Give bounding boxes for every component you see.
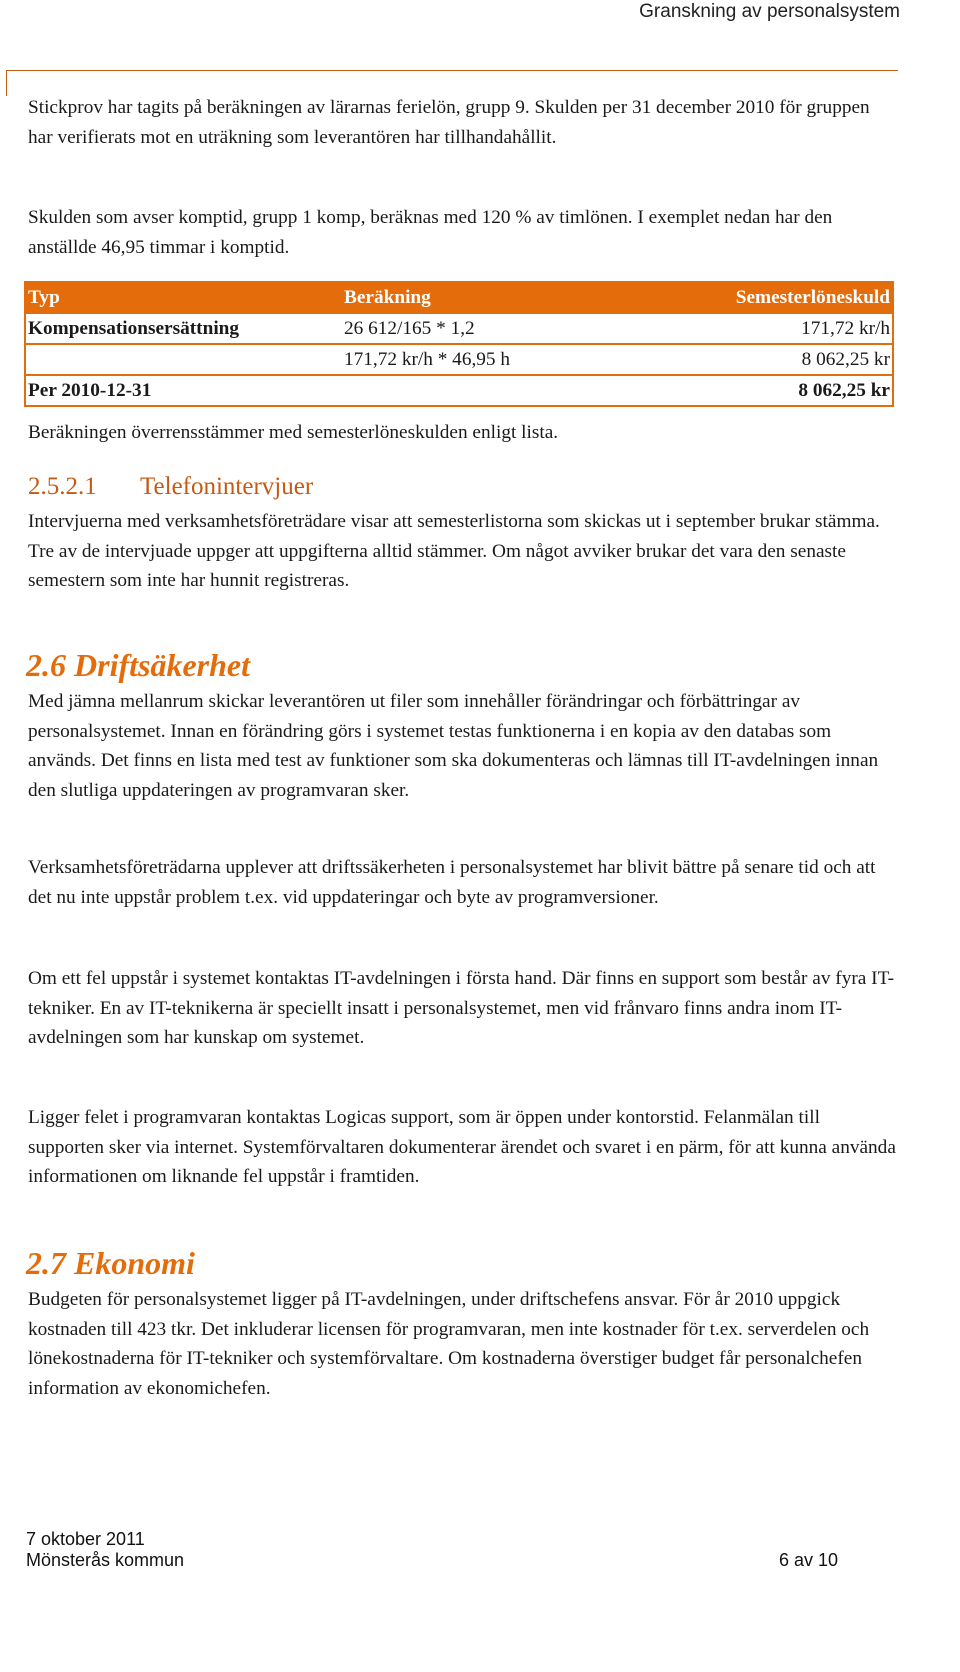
paragraph-comptid: Skulden som avser komptid, grupp 1 komp, beräknas med 120 % av timlönen. I exemplet nedan har den anställde 46,95 timmar i komptid.: [28, 207, 833, 258]
table-header-row: [25, 282, 893, 313]
table-row: [25, 313, 893, 344]
table-cell: 171,72 kr/h * 46,95 h: [342, 344, 646, 375]
header-rule: [6, 70, 898, 71]
subsection-title: Telefonintervjuer: [140, 473, 314, 500]
table-cell: 26 612/165 * 1,2: [342, 313, 646, 344]
table-cell: 8 062,25 kr: [646, 375, 893, 406]
footer-page-number: 6 av 10: [778, 1550, 838, 1570]
subsection-number: 2.5.2.1: [28, 473, 97, 500]
table-row-total: [25, 375, 893, 406]
paragraph-interviews: Intervjuerna med verksamhetsföreträdare visar att semesterlistorna som skickas ut i september brukar stämma. Tre av de intervjuade uppger att uppgifterna alltid stämmer. Om något avviker brukar det vara den senaste semestern som inte har hunnit registreras.: [28, 511, 880, 591]
table-header-cell: Typ: [25, 282, 342, 313]
table-cell: Per 2010-12-31: [25, 375, 342, 406]
footer-date: 7 oktober 2011: [26, 1529, 145, 1549]
paragraph-budget: Budgeten för personalsystemet ligger på IT-avdelningen, under driftschefens ansvar. För år 2010 uppgick kostnaden till 423 tkr. Det inkluderar licensen för programvaran, men inte kostnader för t.ex. serverdelen och lönekostnaderna för IT-tekniker och systemförvaltare. Om kostnaderna överstiger budget får personalchefen information av ekonomichefen.: [28, 1289, 870, 1399]
table-cell: [342, 375, 646, 406]
header-rule-corner: [6, 70, 7, 96]
paragraph-sample-check: Stickprov har tagits på beräkningen av lärarnas ferielön, grupp 9. Skulden per 31 december 2010 för gruppen har verifierats mot en uträkning som leverantören har tillhandahållit.: [28, 97, 870, 148]
calculation-table: [24, 281, 894, 407]
paragraph-stability: Verksamhetsföreträdarna upplever att driftssäkerheten i personalsystemet har blivit bättre på senare tid och att det nu inte uppstår problem t.ex. vid uppdateringar och byte av programversioner.: [28, 857, 876, 908]
paragraph-it-support: Om ett fel uppstår i systemet kontaktas IT-avdelningen i första hand. Där finns en support som består av fyra IT-tekniker. En av IT-teknikerna är speciellt insatt i personalsystemet, men vid frånvaro finns andra inom IT-avdelningen som har kunskap om systemet.: [28, 968, 895, 1048]
table-cell: 8 062,25 kr: [646, 344, 893, 375]
table-cell: Kompensationsersättning: [25, 313, 342, 344]
table-cell: [25, 344, 342, 375]
table-cell: 171,72 kr/h: [646, 313, 893, 344]
paragraph-table-note: Beräkningen överrensstämmer med semesterlöneskulden enligt lista.: [28, 422, 559, 443]
section-heading-ekonomi: 2.7 Ekonomi: [26, 1245, 195, 1281]
section-heading-driftsakerhet: 2.6 Driftsäkerhet: [26, 647, 250, 683]
footer-organization: Mönsterås kommun: [26, 1550, 185, 1570]
table-header-cell: Beräkning: [342, 282, 646, 313]
table-row: [25, 344, 893, 375]
paragraph-updates: Med jämna mellanrum skickar leverantören ut filer som innehåller förändringar och förbättringar av personalsystemet. Innan en förändring görs i systemet testas funktionerna i en kopia av den databas som används. Det finns en lista med test av funktioner som ska dokumenteras och lämnas till IT-avdelningen innan den slutliga uppdateringen av programvaran sker.: [28, 691, 879, 801]
running-header: Granskning av personalsystem: [639, 1, 900, 22]
paragraph-vendor-support: Ligger felet i programvaran kontaktas Logicas support, som är öppen under kontorstid. Felanmälan till supporten sker via internet. Systemförvaltaren dokumenterar ärendet och svaret i en pärm, för att kunna använda informationen om liknande fel uppstår i framtiden.: [28, 1107, 896, 1187]
table-header-cell: Semesterlöneskuld: [646, 282, 893, 313]
subsection-heading: [28, 470, 313, 504]
